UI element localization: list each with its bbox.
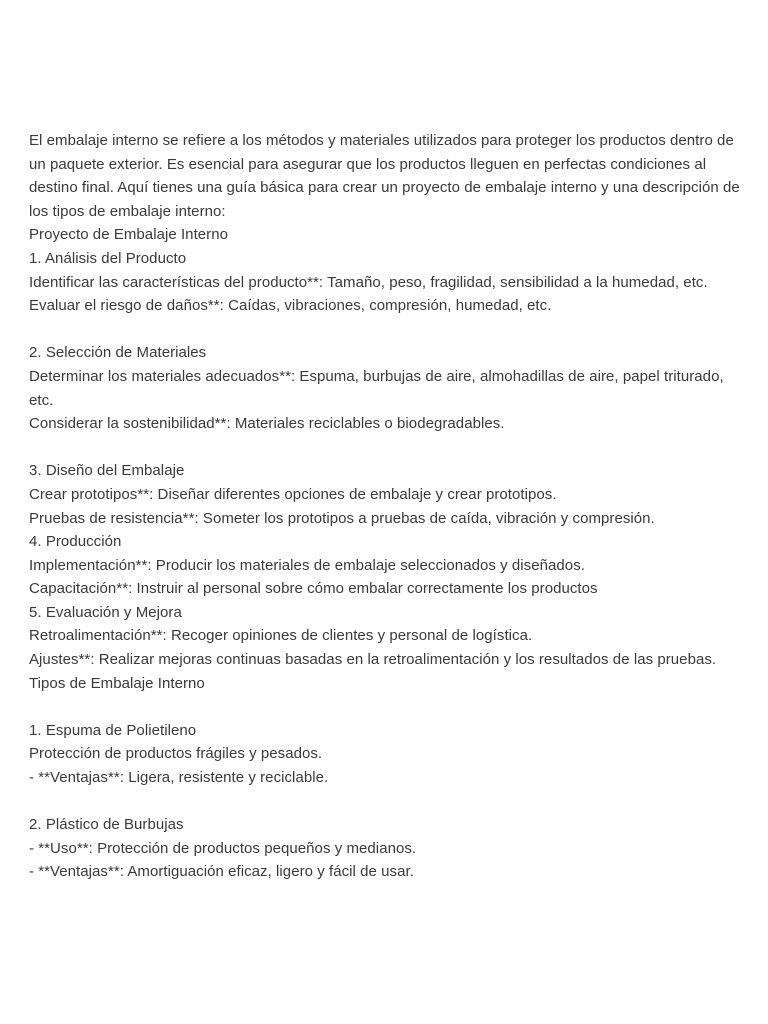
section-1-line-1: Identificar las características del producto**: Tamaño, peso, fragilidad, sensibilidad a la humedad, etc. <box>29 273 708 291</box>
section-3-title: 3. Diseño del Embalaje <box>29 462 185 480</box>
type-2-line-1: - **Uso**: Protección de productos pequeños y medianos. <box>29 839 417 857</box>
section-2-line-1: Determinar los materiales adecuados**: Espuma, burbujas de aire, almohadillas de aire, papel triturado, etc. <box>29 367 724 409</box>
section-2-line-2: Considerar la sostenibilidad**: Materiales reciclables o biodegradables. <box>29 415 505 433</box>
blank-line <box>29 790 741 814</box>
types-title: Tipos de Embalaje Interno <box>29 674 205 692</box>
blank-line <box>29 695 741 719</box>
type-1-line-2: - **Ventajas**: Ligera, resistente y reciclable. <box>29 769 329 787</box>
type-1-title: 1. Espuma de Polietileno <box>29 721 197 739</box>
section-1-line-2: Evaluar el riesgo de daños**: Caídas, vibraciones, compresión, humedad, etc. <box>29 297 552 315</box>
section-5-title: 5. Evaluación y Mejora <box>29 603 182 621</box>
section-4-line-2: Capacitación**: Instruir al personal sobre cómo embalar correctamente los productos <box>29 580 598 598</box>
section-5-line-1: Retroalimentación**: Recoger opiniones de clientes y personal de logística. <box>29 627 533 645</box>
section-2-title: 2. Selección de Materiales <box>29 344 207 362</box>
type-1-line-1: Protección de productos frágiles y pesados. <box>29 745 323 763</box>
project-title: Proyecto de Embalaje Interno <box>29 226 229 244</box>
section-3-line-2: Pruebas de resistencia**: Someter los prototipos a pruebas de caída, vibración y compresión. <box>29 509 655 527</box>
blank-line <box>29 318 741 342</box>
type-2-line-2: - **Ventajas**: Amortiguación eficaz, ligero y fácil de usar. <box>29 863 414 881</box>
intro-paragraph: El embalaje interno se refiere a los métodos y materiales utilizados para proteger los productos dentro de un paquete exterior. Es esencial para asegurar que los productos lleguen en perfectas condiciones al destino final. Aquí tienes una guía básica para crear un proyecto de embalaje interno y una descripción de los tipos de embalaje interno: <box>29 132 740 220</box>
section-4-title: 4. Producción <box>29 533 122 551</box>
section-4-line-1: Implementación**: Producir los materiales de embalaje seleccionados y diseñados. <box>29 556 585 574</box>
blank-line <box>29 436 741 460</box>
section-5-line-2: Ajustes**: Realizar mejoras continuas basadas en la retroalimentación y los resultados de las pruebas. <box>29 651 717 669</box>
type-2-title: 2. Plástico de Burbujas <box>29 816 184 834</box>
section-1-title: 1. Análisis del Producto <box>29 249 187 267</box>
document-body <box>29 129 741 884</box>
section-3-line-1: Crear prototipos**: Diseñar diferentes opciones de embalaje y crear prototipos. <box>29 485 557 503</box>
